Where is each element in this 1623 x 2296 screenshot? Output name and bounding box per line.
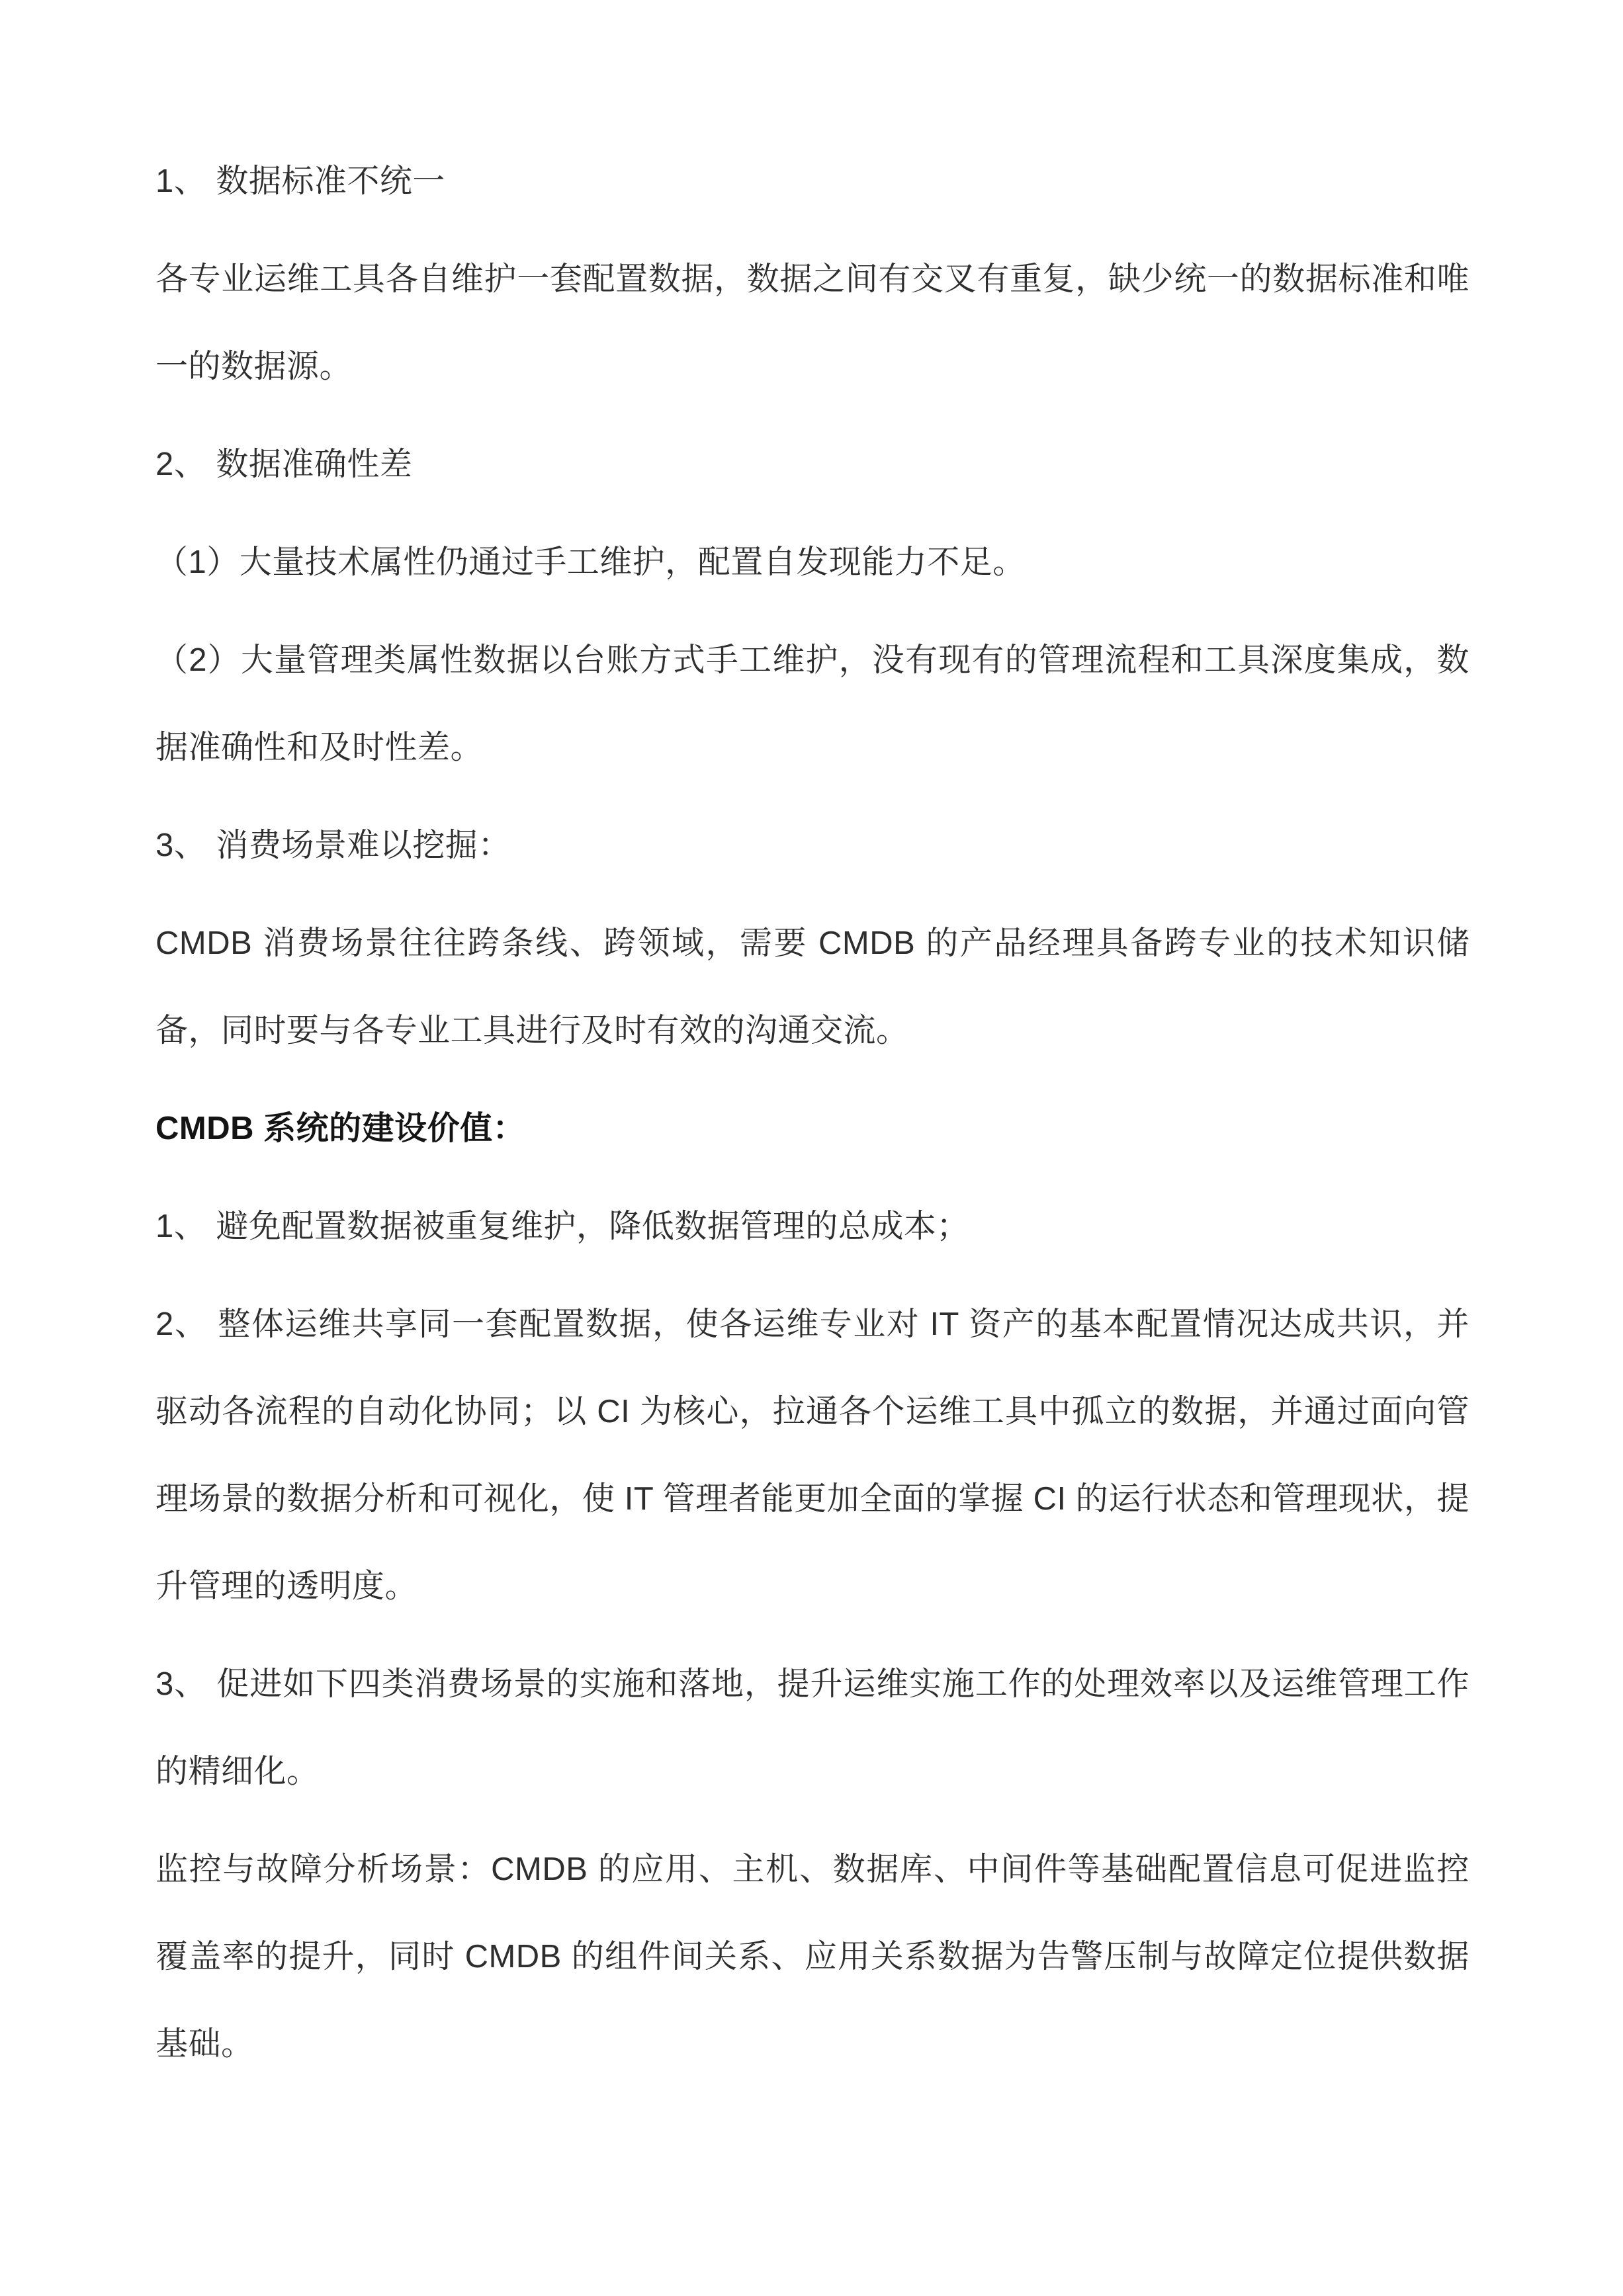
section-heading-cmdb-value: CMDB 系统的建设价值： bbox=[155, 1111, 526, 1146]
paragraph-issue-1-body: 各专业运维工具各自维护一套配置数据，数据之间有交叉有重复，缺少统一的数据标准和唯一的数据源。 bbox=[155, 261, 1469, 384]
paragraph-issue-1-title: 1、 数据标准不统一 bbox=[155, 163, 445, 199]
paragraph-value-1: 1、 避免配置数据被重复维护，降低数据管理的总成本； bbox=[155, 1209, 969, 1244]
paragraph-issue-2-title: 2、 数据准确性差 bbox=[155, 446, 413, 482]
paragraph-issue-2-point-2: （2）大量管理类属性数据以台账方式手工维护，没有现有的管理流程和工具深度集成，数据准确性和及时性差。 bbox=[155, 642, 1469, 765]
paragraph-value-3: 3、 促进如下四类消费场景的实施和落地，提升运维实施工作的处理效率以及运维管理工作的精细化。 bbox=[155, 1666, 1469, 1789]
paragraph-issue-3-title: 3、 消费场景难以挖掘： bbox=[155, 828, 511, 863]
paragraph-monitoring-scenario: 监控与故障分析场景：CMDB 的应用、主机、数据库、中间件等基础配置信息可促进监控覆盖率的提升，同时 CMDB 的组件间关系、应用关系数据为告警压制与故障定位提供数据基础。 bbox=[155, 1851, 1469, 2062]
document-body bbox=[155, 138, 1469, 2098]
paragraph-issue-2-point-1: （1）大量技术属性仍通过手工维护，配置自发现能力不足。 bbox=[155, 544, 1026, 580]
paragraph-issue-3-body: CMDB 消费场景往往跨条线、跨领域，需要 CMDB 的产品经理具备跨专业的技术知识储备，同时要与各专业工具进行及时有效的沟通交流。 bbox=[155, 925, 1469, 1048]
paragraph-value-2: 2、 整体运维共享同一套配置数据，使各运维专业对 IT 资产的基本配置情况达成共识，并驱动各流程的自动化协同；以 CI 为核心，拉通各个运维工具中孤立的数据，并通过面向管理场景的数据分析和可视化，使 IT 管理者能更加全面的掌握 CI 的运行状态和管理现状，提升管理的透明度。 bbox=[155, 1306, 1469, 1604]
